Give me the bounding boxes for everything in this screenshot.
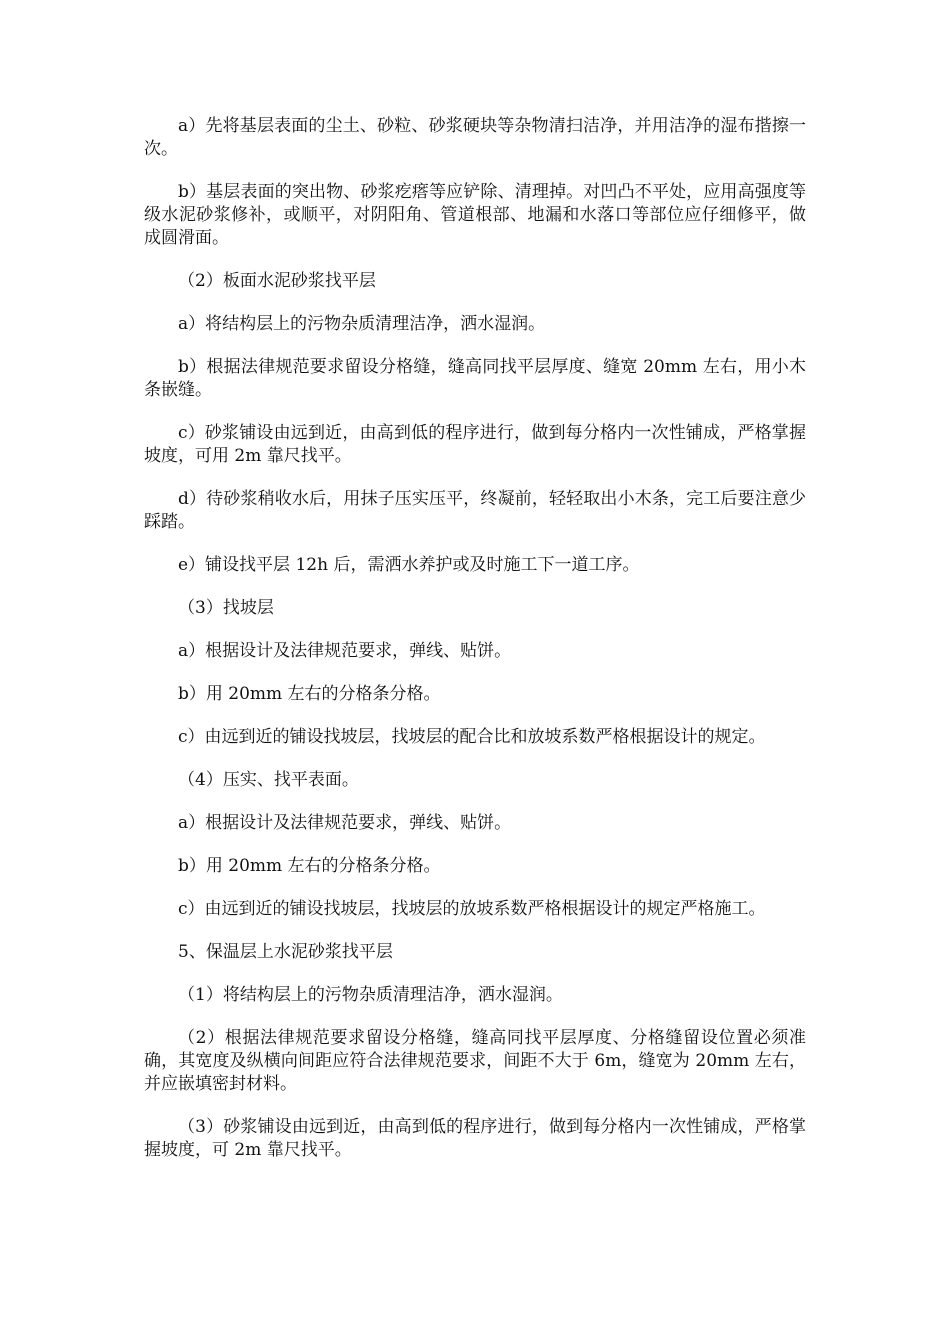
section-heading: （2）板面水泥砂浆找平层	[178, 271, 376, 291]
paragraph: b）用 20mm 左右的分格条分格。	[178, 856, 441, 876]
paragraph: b）基层表面的突出物、砂浆疙瘩等应铲除、清理掉。对凹凸不平处，应用高强度等级水泥砂浆修补，或顺平，对阴阳角、管道根部、地漏和水落口等部位应仔细修平，做成圆滑面。	[144, 182, 806, 248]
paragraph: a）先将基层表面的尘土、砂粒、砂浆硬块等杂物清扫洁净，并用洁净的湿布揩擦一次。	[144, 116, 806, 159]
paragraph: e）铺设找平层 12h 后，需洒水养护或及时施工下一道工序。	[178, 555, 640, 575]
paragraph: b）根据法律规范要求留设分格缝，缝高同找平层厚度、缝宽 20mm 左右，用小木条嵌缝。	[144, 357, 806, 400]
paragraph: c）由远到近的铺设找坡层，找坡层的配合比和放坡系数严格根据设计的规定。	[178, 727, 766, 747]
paragraph: （2）根据法律规范要求留设分格缝，缝高同找平层厚度、分格缝留设位置必须准确，其宽度及纵横向间距应符合法律规范要求，间距不大于 6m，缝宽为 20mm 左右，并应嵌填密封材料。	[144, 1028, 806, 1094]
paragraph: a）根据设计及法律规范要求，弹线、贴饼。	[178, 813, 512, 833]
paragraph: （1）将结构层上的污物杂质清理洁净，洒水湿润。	[178, 985, 563, 1005]
paragraph: b）用 20mm 左右的分格条分格。	[178, 684, 441, 704]
document-body	[144, 115, 806, 1182]
section-heading: 5、保温层上水泥砂浆找平层	[178, 942, 393, 962]
section-heading: （3）找坡层	[178, 598, 274, 618]
paragraph: a）将结构层上的污物杂质清理洁净，洒水湿润。	[178, 314, 546, 334]
paragraph: d）待砂浆稍收水后，用抹子压实压平，终凝前，轻轻取出小木条，完工后要注意少踩踏。	[144, 489, 806, 532]
paragraph: a）根据设计及法律规范要求，弹线、贴饼。	[178, 641, 512, 661]
section-heading: （4）压实、找平表面。	[178, 770, 359, 790]
paragraph: c）砂浆铺设由远到近，由高到低的程序进行，做到每分格内一次性铺成，严格掌握坡度，可用 2m 靠尺找平。	[144, 423, 806, 466]
paragraph: c）由远到近的铺设找坡层，找坡层的放坡系数严格根据设计的规定严格施工。	[178, 899, 766, 919]
paragraph: （3）砂浆铺设由远到近，由高到低的程序进行，做到每分格内一次性铺成，严格掌握坡度，可 2m 靠尺找平。	[144, 1117, 806, 1160]
